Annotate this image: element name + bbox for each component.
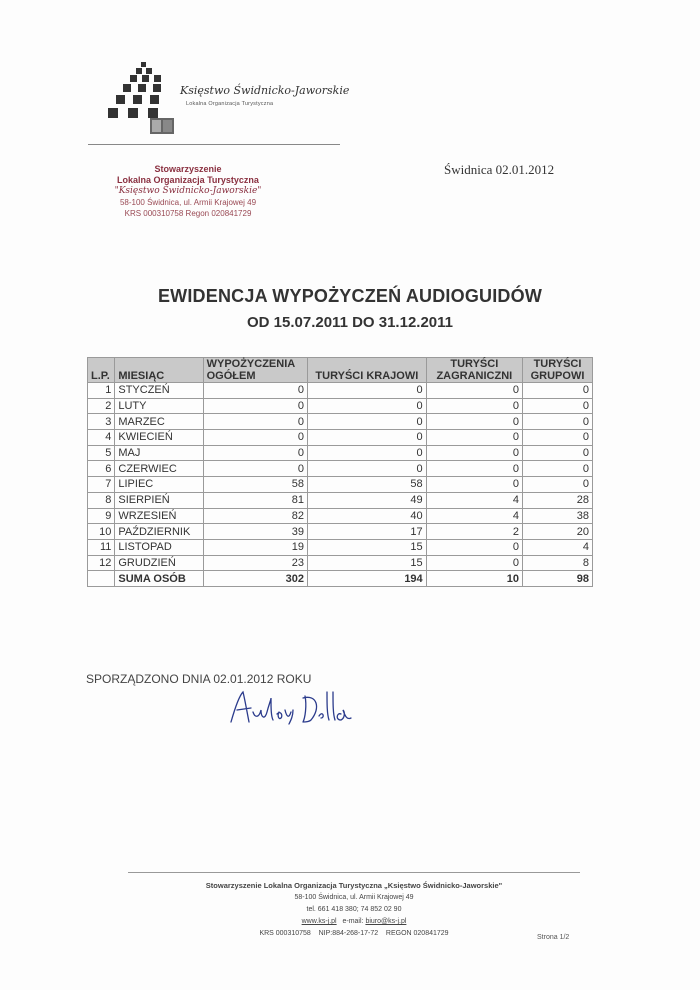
cell-ogolem: 82 — [203, 508, 307, 524]
cell-krajowi: 15 — [308, 555, 427, 571]
cell-lp: 2 — [88, 398, 115, 414]
cell-krajowi: 15 — [308, 539, 427, 555]
prepared-note: SPORZĄDZONO DNIA 02.01.2012 ROKU — [86, 672, 312, 686]
table-row — [88, 492, 593, 508]
cell-miesiac: LISTOPAD — [115, 539, 203, 555]
footer-www-link[interactable]: www.ks-j.pl — [301, 918, 337, 925]
cell-grupowi: 0 — [523, 383, 593, 399]
stamp-line-4: 58-100 Świdnica, ul. Armii Krajowej 49 — [119, 198, 257, 207]
cell-miesiac: GRUDZIEŃ — [115, 555, 203, 571]
cell-krajowi: 0 — [308, 383, 427, 399]
header-zagraniczni-line2: ZAGRANICZNI — [436, 370, 513, 382]
cell-lp: 7 — [88, 477, 115, 493]
cell-ogolem: 0 — [203, 445, 307, 461]
header-grupowi-line2: GRUPOWI — [530, 370, 585, 382]
cell-zagraniczni: 0 — [426, 383, 522, 399]
cell-zagraniczni: 0 — [426, 430, 522, 446]
cell-ogolem: 58 — [203, 477, 307, 493]
cell-zagraniczni: 0 — [426, 445, 522, 461]
header-lp: L.P. — [88, 358, 115, 383]
cell-miesiac: MAJ — [115, 445, 203, 461]
cell-miesiac: KWIECIEŃ — [115, 430, 203, 446]
cell-grupowi: 0 — [523, 398, 593, 414]
sum-ogolem: 302 — [203, 571, 307, 587]
cell-krajowi: 49 — [308, 492, 427, 508]
logo-name: Księstwo Świdnicko-Jaworskie — [180, 84, 350, 97]
footer — [128, 880, 580, 940]
cell-miesiac: PAŹDZIERNIK — [115, 524, 203, 540]
organization-stamp — [108, 164, 268, 219]
header-grupowi — [523, 358, 593, 383]
footer-phone: tel. 661 418 380; 74 852 02 90 — [306, 906, 402, 913]
cell-miesiac: LUTY — [115, 398, 203, 414]
table-row — [88, 398, 593, 414]
rentals-table — [87, 357, 593, 587]
cell-grupowi: 8 — [523, 555, 593, 571]
header-miesiac: MIESIĄC — [115, 358, 203, 383]
cell-ogolem: 81 — [203, 492, 307, 508]
signature — [225, 688, 355, 728]
cell-grupowi: 0 — [523, 445, 593, 461]
cell-ogolem: 0 — [203, 383, 307, 399]
cell-ogolem: 23 — [203, 555, 307, 571]
cell-grupowi: 38 — [523, 508, 593, 524]
cell-grupowi: 0 — [523, 461, 593, 477]
document-subtitle: OD 15.07.2011 DO 31.12.2011 — [247, 314, 453, 331]
cell-zagraniczni: 2 — [426, 524, 522, 540]
sum-row — [88, 571, 593, 587]
cell-lp: 10 — [88, 524, 115, 540]
header-krajowi: TURYŚCI KRAJOWI — [308, 358, 427, 383]
table-row — [88, 461, 593, 477]
cell-zagraniczni: 4 — [426, 492, 522, 508]
cell-zagraniczni: 0 — [426, 539, 522, 555]
checkered-triangle-logo-icon — [108, 60, 178, 135]
cell-krajowi: 58 — [308, 477, 427, 493]
cell-krajowi: 0 — [308, 445, 427, 461]
cell-lp: 3 — [88, 414, 115, 430]
header-zagraniczni-line1: TURYŚCI — [450, 358, 499, 370]
cell-lp: 1 — [88, 383, 115, 399]
cell-grupowi: 20 — [523, 524, 593, 540]
footer-org: Stowarzyszenie Lokalna Organizacja Turystyczna „Księstwo Świdnicko-Jaworskie" — [205, 881, 503, 890]
table-row — [88, 430, 593, 446]
footer-email-link[interactable]: biuro@ks-j.pl — [365, 918, 407, 925]
stamp-line-1: Stowarzyszenie — [154, 164, 222, 174]
cell-miesiac: WRZESIEŃ — [115, 508, 203, 524]
cell-ogolem: 19 — [203, 539, 307, 555]
cell-krajowi: 40 — [308, 508, 427, 524]
cell-miesiac: LIPIEC — [115, 477, 203, 493]
cell-lp: 11 — [88, 539, 115, 555]
stamp-line-5: KRS 000310758 Regon 020841729 — [124, 209, 252, 218]
logo-subtitle: Lokalna Organizacja Turystyczna — [186, 101, 274, 107]
table-header-row — [88, 358, 593, 383]
cell-zagraniczni: 4 — [426, 508, 522, 524]
cell-lp: 9 — [88, 508, 115, 524]
cell-miesiac: MARZEC — [115, 414, 203, 430]
sum-label: SUMA OSÓB — [115, 571, 203, 587]
cell-zagraniczni: 0 — [426, 398, 522, 414]
document-title: EWIDENCJA WYPOŻYCZEŃ AUDIOGUIDÓW — [157, 286, 543, 306]
cell-lp: 6 — [88, 461, 115, 477]
table-row — [88, 477, 593, 493]
cell-zagraniczni: 0 — [426, 477, 522, 493]
cell-zagraniczni: 0 — [426, 555, 522, 571]
stamp-line-2: Lokalna Organizacja Turystyczna — [117, 175, 259, 185]
cell-miesiac: SIERPIEŃ — [115, 492, 203, 508]
cell-krajowi: 0 — [308, 430, 427, 446]
sum-zagraniczni: 10 — [426, 571, 522, 587]
header-grupowi-line1: TURYŚCI — [533, 358, 582, 370]
cell-grupowi: 4 — [523, 539, 593, 555]
footer-divider — [128, 872, 580, 873]
stamp-line-3: "Księstwo Świdnicko-Jaworskie" — [114, 186, 262, 196]
cell-krajowi: 17 — [308, 524, 427, 540]
table-row — [88, 383, 593, 399]
header-zagraniczni — [426, 358, 522, 383]
header-ogolem-line1: WYPOŻYCZENIA — [206, 358, 296, 370]
table-row — [88, 539, 593, 555]
table-row — [88, 414, 593, 430]
table-row — [88, 555, 593, 571]
cell-ogolem: 0 — [203, 414, 307, 430]
table-row — [88, 508, 593, 524]
cell-ogolem: 0 — [203, 430, 307, 446]
table-row — [88, 524, 593, 540]
header-ogolem-line2: OGÓŁEM — [206, 370, 256, 382]
cell-miesiac: STYCZEŃ — [115, 383, 203, 399]
footer-ids: KRS 000310758 NIP:884-268-17-72 REGON 020841729 — [259, 930, 449, 937]
sum-krajowi: 194 — [308, 571, 427, 587]
cell-ogolem: 0 — [203, 461, 307, 477]
cell-grupowi: 0 — [523, 477, 593, 493]
sum-grupowi: 98 — [523, 571, 593, 587]
sum-lp — [88, 571, 115, 587]
footer-email-label: e-mail: — [342, 918, 364, 925]
cell-zagraniczni: 0 — [426, 461, 522, 477]
cell-lp: 12 — [88, 555, 115, 571]
cell-zagraniczni: 0 — [426, 414, 522, 430]
cell-grupowi: 0 — [523, 414, 593, 430]
page-number: Strona 1/2 — [537, 934, 570, 941]
header-ogolem — [203, 358, 307, 383]
cell-grupowi: 0 — [523, 430, 593, 446]
cell-lp: 5 — [88, 445, 115, 461]
cell-krajowi: 0 — [308, 414, 427, 430]
cell-ogolem: 0 — [203, 398, 307, 414]
header-divider — [88, 144, 340, 145]
cell-lp: 4 — [88, 430, 115, 446]
cell-krajowi: 0 — [308, 398, 427, 414]
cell-ogolem: 39 — [203, 524, 307, 540]
cell-krajowi: 0 — [308, 461, 427, 477]
footer-address: 58-100 Świdnica, ul. Armii Krajowej 49 — [294, 894, 414, 901]
document-date: Świdnica 02.01.2012 — [444, 162, 555, 177]
table-row — [88, 445, 593, 461]
cell-lp: 8 — [88, 492, 115, 508]
cell-grupowi: 28 — [523, 492, 593, 508]
footer-web — [128, 916, 580, 928]
cell-miesiac: CZERWIEC — [115, 461, 203, 477]
